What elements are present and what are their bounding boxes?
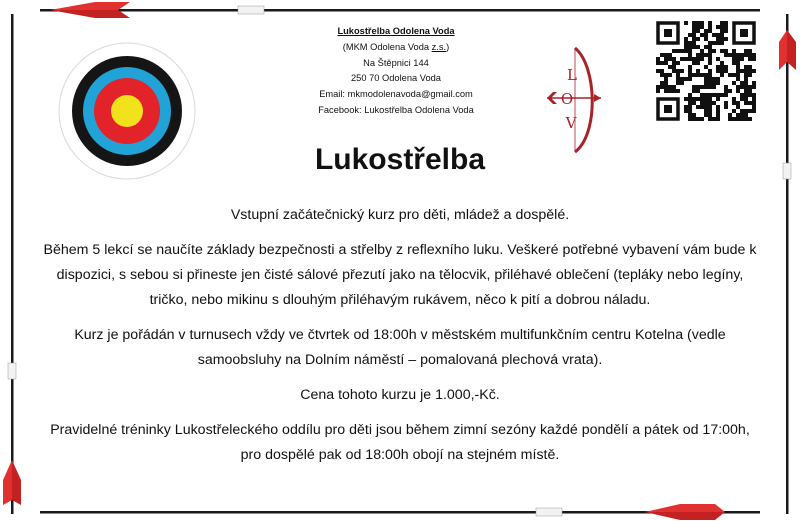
org-subtitle — [296, 40, 496, 56]
org-subtitle-prefix: (MKM Odolena Voda — [342, 41, 432, 52]
arrow-border-right-icon — [776, 0, 800, 521]
address-city: 250 70 Odolena Voda — [351, 73, 441, 84]
contact-email: Email: mkmodolenavoda@gmail.com — [319, 89, 473, 100]
arrow-border-bottom-icon — [0, 501, 800, 521]
arrow-border-top-icon — [0, 0, 800, 20]
emblem-letter-l: L — [567, 66, 577, 84]
emblem-letter-v: V — [565, 114, 577, 132]
paragraph-schedule: Kurz je pořádán v turnusech vždy ve čtvrtek od 18:00h v městském multifunkčním centru Kotelna (vedle samoobsluhy na Dolním náměstí – pomalovaná plechová vrata). — [74, 327, 726, 368]
paragraph-trainings: Pravidelné tréninky Lukostřeleckého oddílu pro děti jsou během zimní sezóny každé pondělí a pátek od 17:00h, pro dospělé pak od 18:00h obojí na stejném místě. — [50, 422, 750, 463]
address-street: Na Štěpnici 144 — [363, 57, 429, 68]
bow-arrow-emblem-icon — [545, 46, 605, 154]
org-name: Lukostřelba Odolena Voda — [337, 26, 455, 36]
qr-code-icon — [655, 20, 757, 122]
paragraph-intro: Vstupní začátečnický kurz pro děti, mládež a dospělé. — [230, 207, 570, 223]
course-description — [40, 203, 760, 478]
paragraph-price: Cena tohoto kurzu je 1.000,-Kč. — [300, 387, 500, 403]
org-legal-form: z.s. — [431, 41, 447, 52]
arrow-border-left-icon — [0, 0, 24, 521]
contact-block — [296, 24, 496, 119]
page-title: Lukostřelba — [314, 143, 486, 176]
paragraph-lessons: Během 5 lekcí se naučíte základy bezpečnosti a střelby z reflexního luku. Veškeré potřebné vybavení vám bude k dispozici, s sebou si přineste jen čisté sálové přezutí jako na tělocvik, přiléhavé oblečení (tepláky nebo legíny, tričko, nebo mikinu s dlouhým přiléhavým rukávem, něco k pití a dobrou náladu. — [43, 242, 757, 308]
emblem-letter-o: O — [560, 90, 574, 108]
org-subtitle-suffix: ) — [446, 41, 450, 52]
contact-facebook: Facebook: Lukostřelba Odolena Voda — [318, 104, 474, 115]
